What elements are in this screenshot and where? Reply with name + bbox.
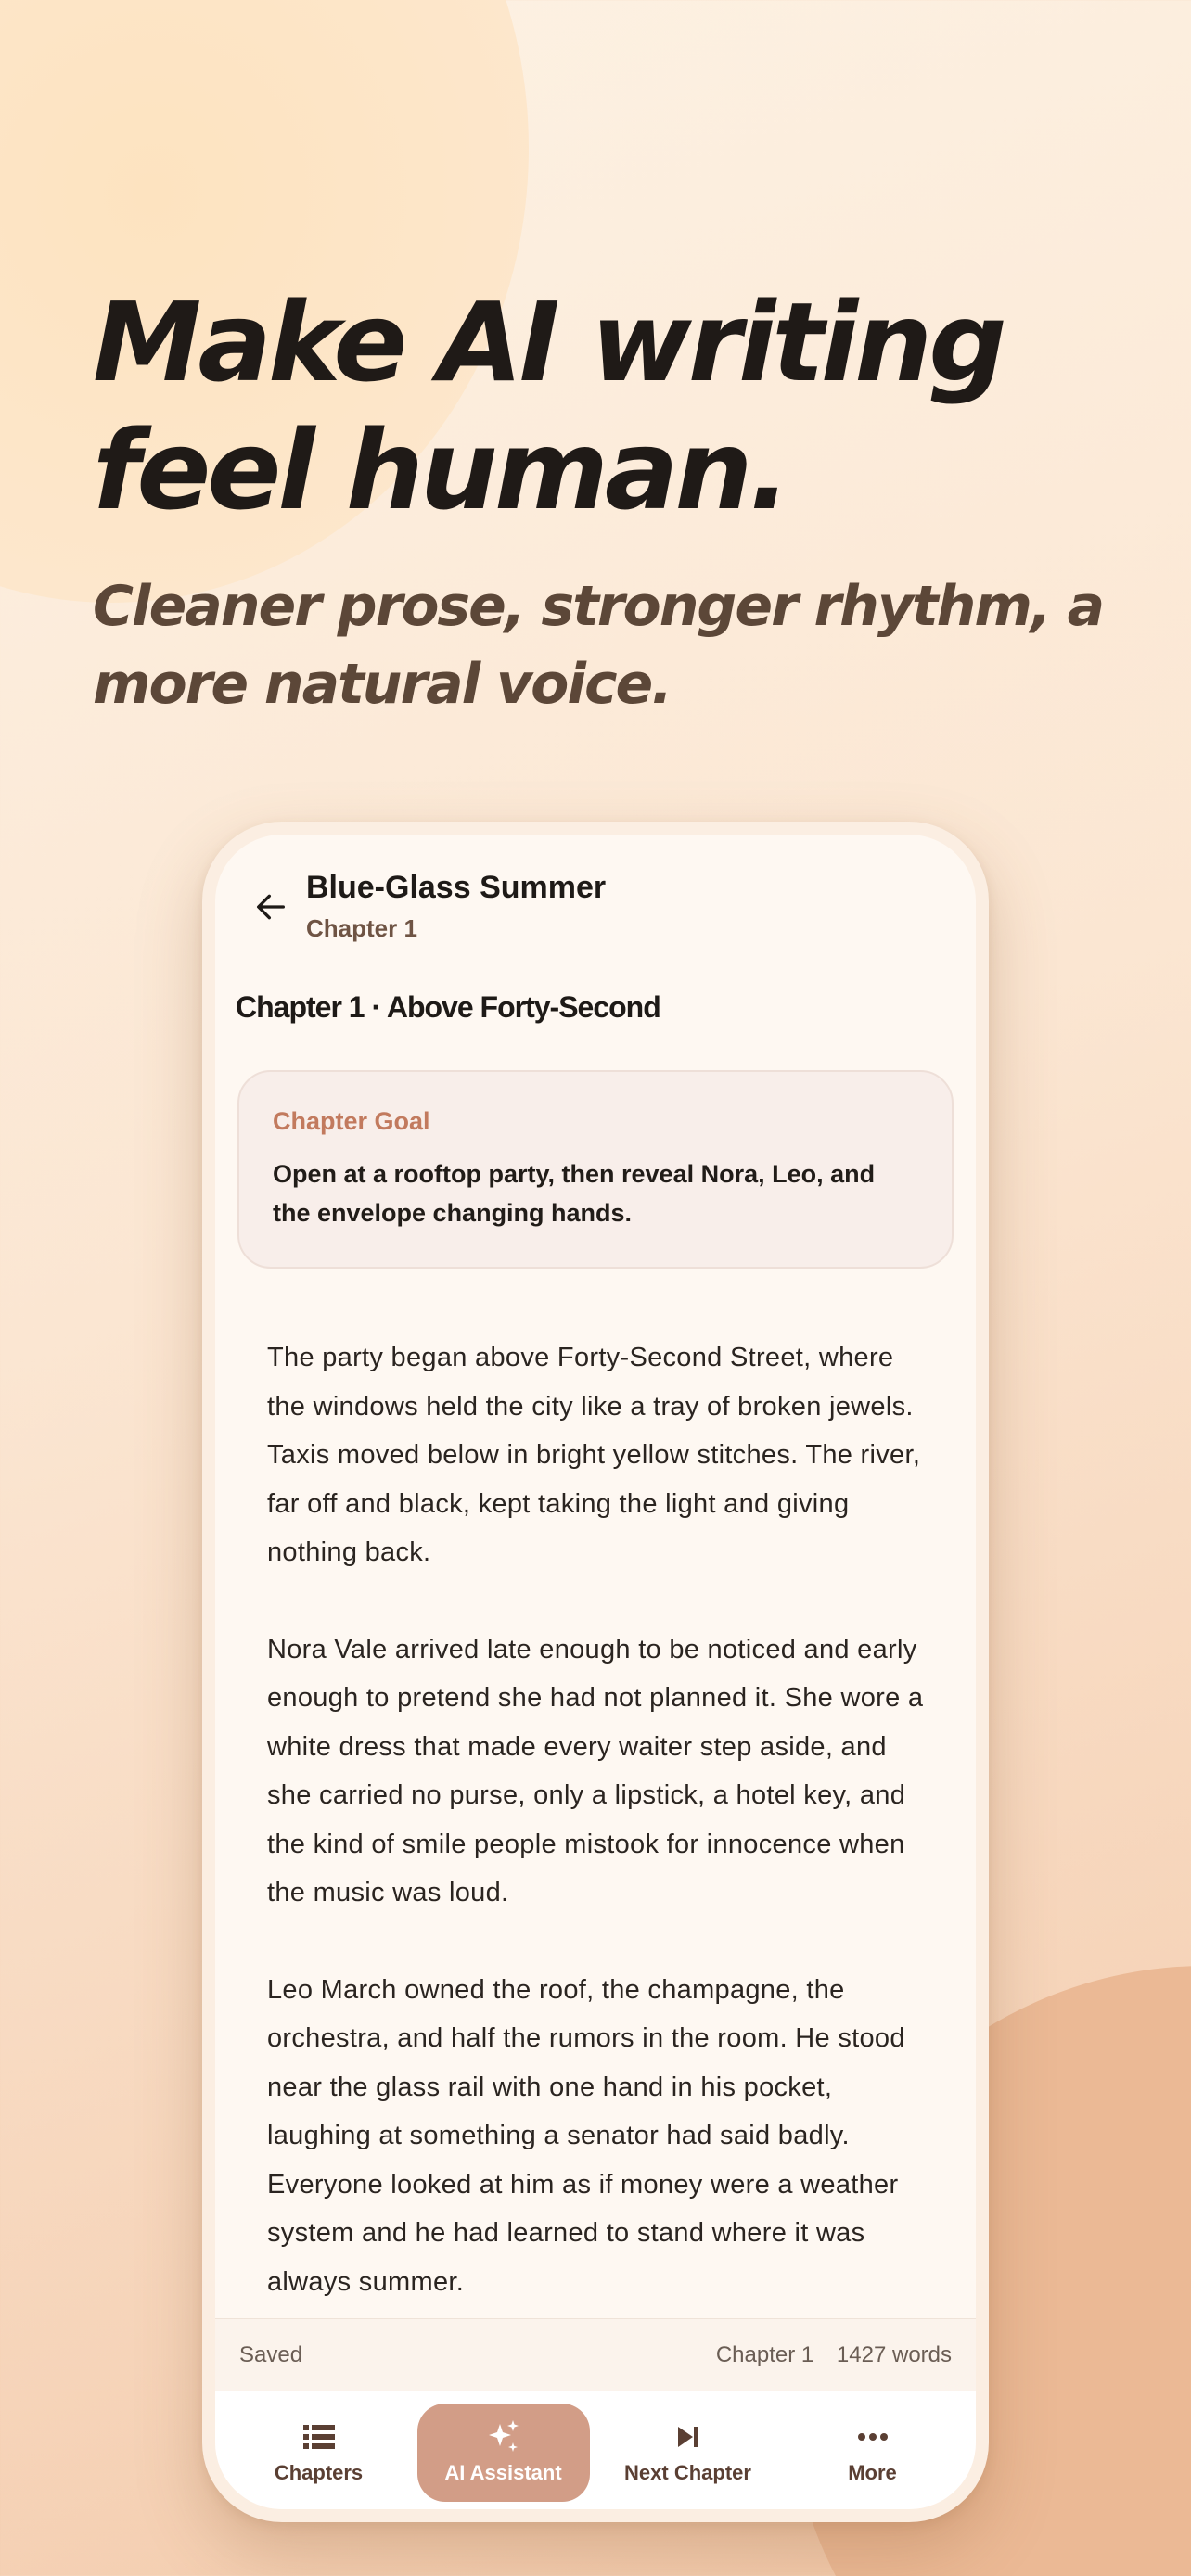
app-header	[215, 835, 976, 974]
bottom-nav	[215, 2391, 976, 2509]
nav-label: Next Chapter	[624, 2461, 751, 2484]
chapter-goal-text: Open at a rooftop party, then reveal Nora, Leo, and the envelope changing hands.	[273, 1160, 876, 1227]
prose-paragraph: Nora Vale arrived late enough to be noticed and early enough to pretend she had not planned it. She wore a white dress that made every waiter step aside, and she carried no purse, only a lipstick, a hotel key, and the kind of smile people mistook for innocence when the music was loud.	[267, 1634, 924, 1907]
nav-chapters-button[interactable]	[233, 2404, 405, 2502]
nav-ai-assistant-button[interactable]	[417, 2404, 590, 2502]
chapter-text-editor[interactable]	[267, 1333, 935, 2354]
status-right	[699, 2342, 952, 2368]
nav-next-chapter-button[interactable]	[602, 2404, 775, 2502]
more-dots-icon	[857, 2432, 889, 2442]
skip-next-icon	[674, 2424, 702, 2450]
book-title: Blue-Glass Summer	[306, 870, 607, 905]
chapter-goal-card[interactable]	[237, 1070, 954, 1269]
nav-label: Chapters	[274, 2461, 364, 2484]
chapter-heading: Chapter 1 · Above Forty-Second	[236, 990, 660, 1024]
nav-label: More	[848, 2461, 897, 2484]
save-status: Saved	[239, 2341, 303, 2367]
word-count: 1427 words	[836, 2341, 952, 2367]
nav-label: AI Assistant	[444, 2461, 562, 2484]
arrow-left-icon	[252, 888, 289, 925]
hero-headline: Make AI writing feel human.	[93, 278, 1004, 534]
nav-more-button[interactable]	[787, 2404, 959, 2502]
status-bar	[215, 2318, 976, 2391]
back-button[interactable]	[243, 879, 299, 935]
chapter-goal-label: Chapter Goal	[273, 1107, 430, 1135]
book-subtitle: Chapter 1	[306, 914, 417, 942]
prose-paragraph: Leo March owned the roof, the champagne, the orchestra, and half the rumors in the room. He stood near the glass rail with one hand in his pocket, laughing at something a senator had said badly. Everyone looked at him as if money were a weather system and he had learned to stand where it was always summer.	[267, 1974, 905, 2297]
app-screen	[215, 835, 976, 2509]
sparkle-icon	[485, 2418, 522, 2455]
phone-frame	[202, 822, 989, 2522]
list-icon	[303, 2423, 335, 2451]
prose-paragraph: The party began above Forty-Second Street, where the windows held the city like a tray of broken jewels. Taxis moved below in bright yellow stitches. The river, far off and black, kept taking the light and giving nothing back.	[267, 1343, 921, 1567]
status-chapter: Chapter 1	[715, 2341, 814, 2367]
hero-subhead: Cleaner prose, stronger rhythm, a more natural voice.	[93, 574, 1104, 717]
